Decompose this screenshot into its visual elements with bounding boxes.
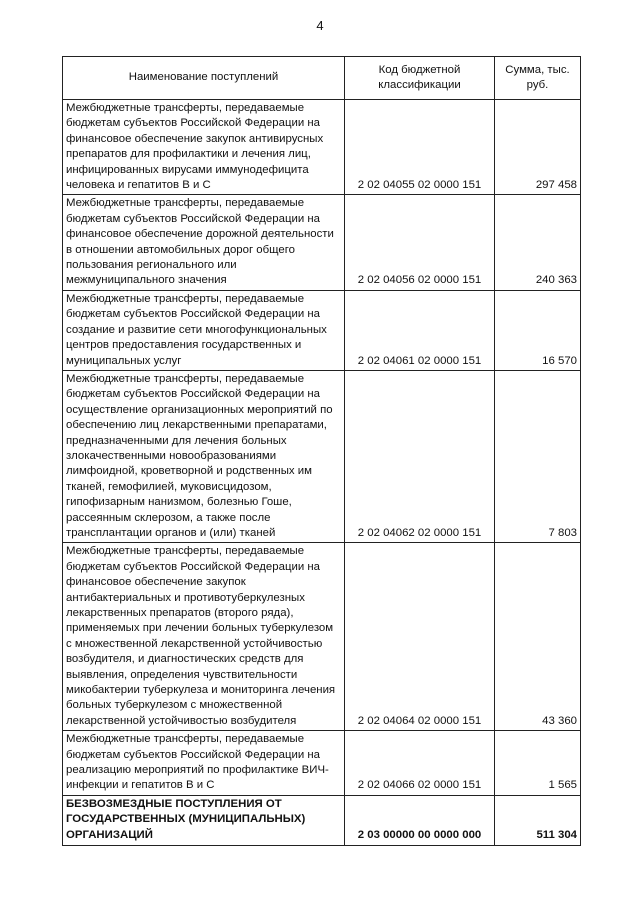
row-code: 2 02 04066 02 0000 151 bbox=[345, 731, 495, 796]
row-name: Межбюджетные трансферты, передаваемые бюджетам субъектов Российской Федерации на создание и развитие сети многофункциональных центров предоставления государственных и муниципальных услуг bbox=[63, 290, 345, 370]
table-row bbox=[63, 543, 581, 731]
row-code: 2 02 04056 02 0000 151 bbox=[345, 195, 495, 290]
row-sum: 297 458 bbox=[495, 100, 581, 195]
row-sum: 7 803 bbox=[495, 370, 581, 542]
row-sum: 43 360 bbox=[495, 543, 581, 731]
table-row bbox=[63, 370, 581, 542]
row-name: Межбюджетные трансферты, передаваемые бюджетам субъектов Российской Федерации на финансовое обеспечение закупок антивирусных препаратов для профилактики и лечения лиц, инфицированных вирусами иммунодефицита человека и гепатитов B и C bbox=[63, 100, 345, 195]
table-row bbox=[63, 195, 581, 290]
row-sum: 240 363 bbox=[495, 195, 581, 290]
budget-revenue-table bbox=[62, 56, 581, 846]
row-name: Межбюджетные трансферты, передаваемые бюджетам субъектов Российской Федерации на финансовое обеспечение закупок антибактериальных и противотуберкулезных лекарственных препаратов (второго ряда), применяемых при лечении больных туберкулезом с множественной лекарственной устойчивостью возбудителя, и диагностических средств для выявления, определения чувствительности микобактерии туберкулеза и мониторинга лечения больных туберкулезом с множественной лекарственной устойчивостью возбудителя bbox=[63, 543, 345, 731]
table-header-row bbox=[63, 57, 581, 100]
row-sum: 16 570 bbox=[495, 290, 581, 370]
table-row bbox=[63, 731, 581, 796]
row-name: Межбюджетные трансферты, передаваемые бюджетам субъектов Российской Федерации на осуществление организационных мероприятий по обеспечению лиц лекарственными препаратами, предназначенными для лечения больных злокачественными новообразованиями лимфоидной, кроветворной и родственных им тканей, гемофилией, муковисцидозом, гипофизарным нанизмом, болезнью Гоше, рассеянным склерозом, а также после трансплантации органов и (или) тканей bbox=[63, 370, 345, 542]
table-row bbox=[63, 100, 581, 195]
row-name: Межбюджетные трансферты, передаваемые бюджетам субъектов Российской Федерации на финансовое обеспечение дорожной деятельности в отношении автомобильных дорог общего пользования регионального или межмуниципального значения bbox=[63, 195, 345, 290]
header-name: Наименование поступлений bbox=[63, 57, 345, 100]
row-code: 2 02 04064 02 0000 151 bbox=[345, 543, 495, 731]
row-code: 2 02 04062 02 0000 151 bbox=[345, 370, 495, 542]
header-code: Код бюджетной классификации bbox=[345, 57, 495, 100]
total-name: БЕЗВОЗМЕЗДНЫЕ ПОСТУПЛЕНИЯ ОТ ГОСУДАРСТВЕННЫХ (МУНИЦИПАЛЬНЫХ) ОРГАНИЗАЦИЙ bbox=[63, 795, 345, 845]
total-sum: 511 304 bbox=[495, 795, 581, 845]
total-row bbox=[63, 795, 581, 845]
total-code: 2 03 00000 00 0000 000 bbox=[345, 795, 495, 845]
row-name: Межбюджетные трансферты, передаваемые бюджетам субъектов Российской Федерации на реализацию мероприятий по профилактике ВИЧ-инфекции и гепатитов B и C bbox=[63, 731, 345, 796]
table-row bbox=[63, 290, 581, 370]
header-sum: Сумма, тыс. руб. bbox=[495, 57, 581, 100]
row-code: 2 02 04061 02 0000 151 bbox=[345, 290, 495, 370]
page-number: 4 bbox=[316, 18, 324, 33]
row-sum: 1 565 bbox=[495, 731, 581, 796]
row-code: 2 02 04055 02 0000 151 bbox=[345, 100, 495, 195]
